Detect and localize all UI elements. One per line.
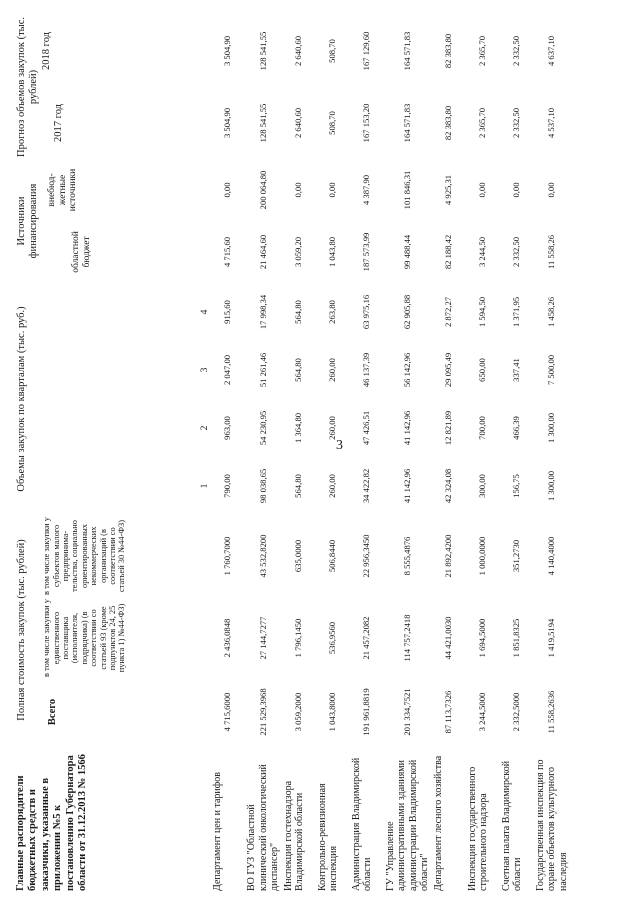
cell-y2018: 2 332,50 [510, 35, 521, 67]
cell-total: 11 558,2636 [546, 690, 557, 734]
cell-y2018: 2 640,60 [292, 35, 303, 67]
cell-q1: 790,00 [222, 474, 233, 498]
cell-y2017: 128 541,55 [257, 103, 268, 143]
cell-smp: 506,8440 [326, 539, 337, 573]
cell-regional: 187 573,99 [360, 232, 371, 272]
row-distributor-name: Департамент лесного хозяйства [432, 755, 444, 891]
cell-y2017: 2 640,60 [292, 107, 303, 139]
row-distributor-name: Администрация Владимирской области [350, 757, 374, 891]
cell-y2017: 82 383,80 [442, 105, 453, 141]
cell-q2: 54 230,95 [257, 410, 268, 446]
header-forecast: Прогноз объемов закупок (тыс. рублей) [16, 17, 40, 157]
cell-q4: 62 905,88 [401, 294, 412, 330]
table-row [350, 15, 384, 893]
cell-y2017: 164 571,83 [401, 103, 412, 143]
cell-y2018: 4 637,10 [546, 35, 557, 67]
cell-y2017: 167 153,20 [360, 103, 371, 143]
cell-q3: 46 137,39 [360, 352, 371, 388]
row-distributor-name: Государственная инспекция по охране объектов культурного наследия [534, 759, 569, 891]
cell-regional: 3 244,50 [476, 236, 487, 268]
cell-q1: 564,80 [292, 474, 303, 498]
cell-smp: 8 555,4876 [401, 536, 412, 576]
cell-q2: 47 426,51 [360, 410, 371, 446]
cell-q2: 41 142,96 [401, 410, 412, 446]
cell-extra: 0,00 [510, 182, 521, 198]
header-distributor: Главные распорядители бюджетных средств и заказчики, указанные в приложении №5 к постановлению Губернатора области от 31.12.2013 № 1566 [15, 754, 88, 891]
cell-total: 87 113,7326 [442, 690, 453, 734]
row-distributor-name: Контрольно-ревизионная инспекция [316, 783, 340, 891]
row-distributor-name: ВО ГУЗ "Областной клинический онкологический диспансер" [246, 764, 281, 891]
cell-single: 114 757,2418 [401, 614, 412, 662]
header-q3: 3 [199, 367, 210, 373]
cell-y2018: 128 541,55 [257, 31, 268, 71]
cell-total: 3 059,2000 [292, 692, 303, 732]
row-distributor-name: Инспекция государственного строительного надзора [466, 766, 490, 891]
cell-q2: 1 364,80 [292, 412, 303, 444]
cell-q1: 1 300,00 [546, 470, 557, 502]
cell-smp: 635,0000 [292, 539, 303, 573]
table-row [500, 15, 534, 893]
table-header [14, 15, 211, 893]
cell-q1: 41 142,96 [401, 468, 412, 504]
table-body [211, 15, 570, 893]
cell-regional: 99 488,44 [401, 234, 412, 270]
cell-y2018: 167 129,60 [360, 31, 371, 71]
cell-q4: 915,60 [222, 300, 233, 324]
cell-extra: 200 064,80 [257, 170, 268, 210]
table-row [384, 15, 432, 893]
cell-q3: 650,00 [476, 358, 487, 382]
table-row [534, 15, 571, 893]
cell-q1: 42 324,08 [442, 468, 453, 504]
cell-regional: 4 715,60 [222, 236, 233, 268]
cell-smp: 351,2730 [510, 539, 521, 573]
cell-single: 1 851,8325 [510, 618, 521, 658]
header-quarters: Объемы закупок по кварталам (тыс. руб.) [16, 306, 27, 492]
cell-q2: 260,00 [326, 416, 337, 440]
cell-q1: 260,00 [326, 474, 337, 498]
cell-total: 191 961,8819 [360, 688, 371, 736]
cell-q3: 564,80 [292, 358, 303, 382]
cell-extra: 101 846,31 [401, 170, 412, 210]
header-q1: 1 [199, 483, 210, 489]
cell-y2017: 2 365,70 [476, 107, 487, 139]
cell-smp: 22 956,3450 [360, 534, 371, 578]
cell-y2017: 4 537,10 [546, 107, 557, 139]
cell-regional: 3 059,20 [292, 236, 303, 268]
cell-q4: 1 371,95 [510, 296, 521, 328]
header-sources: Источники финансирования [16, 183, 40, 259]
cell-q2: 1 300,00 [546, 412, 557, 444]
cell-total: 4 715,6000 [222, 692, 233, 732]
cell-q3: 56 142,96 [401, 352, 412, 388]
cell-q1: 98 038,65 [257, 468, 268, 504]
cell-y2018: 3 504,90 [222, 35, 233, 67]
cell-single: 1 796,1450 [292, 618, 303, 658]
cell-total: 3 244,5000 [476, 692, 487, 732]
table-row [211, 15, 245, 893]
cell-q1: 300,00 [476, 474, 487, 498]
cell-smp: 1 760,7000 [222, 536, 233, 576]
cell-single: 536,9560 [326, 621, 337, 655]
header-regional-budget: областной бюджет [71, 231, 92, 273]
cell-smp: 1 000,0000 [476, 536, 487, 576]
table-row [245, 15, 282, 893]
cell-y2017: 2 332,50 [510, 107, 521, 139]
cell-extra: 0,00 [476, 182, 487, 198]
cell-q4: 63 975,16 [360, 294, 371, 330]
table-row [432, 15, 466, 893]
header-year-2017: 2017 год [53, 104, 65, 142]
cell-y2017: 3 504,90 [222, 107, 233, 139]
cell-total: 1 043,8000 [326, 692, 337, 732]
cell-q2: 466,39 [510, 416, 521, 440]
cell-single: 27 144,7277 [257, 616, 268, 660]
procurement-table [14, 15, 570, 893]
cell-q3: 7 500,00 [546, 354, 557, 386]
cell-extra: 0,00 [546, 182, 557, 198]
cell-q3: 337,41 [510, 358, 521, 382]
cell-smp: 21 892,4200 [442, 534, 453, 578]
cell-single: 1 419,5194 [546, 618, 557, 658]
cell-q2: 700,00 [476, 416, 487, 440]
cell-q4: 17 998,34 [257, 294, 268, 330]
cell-extra: 4 925,31 [442, 174, 453, 206]
cell-single: 1 694,5000 [476, 618, 487, 658]
cell-single: 2 436,0848 [222, 618, 233, 658]
cell-single: 21 457,2082 [360, 616, 371, 660]
cell-q3: 2 047,00 [222, 354, 233, 386]
cell-q1: 156,75 [510, 474, 521, 498]
cell-regional: 82 188,42 [442, 234, 453, 270]
cell-q1: 34 422,82 [360, 468, 371, 504]
cell-regional: 1 043,80 [326, 236, 337, 268]
cell-extra: 4 387,90 [360, 174, 371, 206]
cell-extra: 0,00 [222, 182, 233, 198]
header-year-2018: 2018 год [41, 32, 53, 70]
header-single-supplier: в том числе закупки у единственного поставщика (исполнителя, подрядчика) (в соответствии со статьей 93 (кроме подпунктов 24, 25 пункта 1) №44-ФЗ) [42, 599, 127, 677]
row-distributor-name: Счетная палата Владимирской области [500, 760, 524, 891]
cell-q4: 564,80 [292, 300, 303, 324]
cell-y2017: 508,70 [326, 111, 337, 135]
cell-total: 2 332,5000 [510, 692, 521, 732]
header-extra-budget: внебюд-жетные источники [47, 168, 79, 212]
cell-y2018: 164 571,83 [401, 31, 412, 71]
cell-extra: 0,00 [292, 182, 303, 198]
cell-y2018: 2 365,70 [476, 35, 487, 67]
cell-extra: 0,00 [326, 182, 337, 198]
cell-total: 201 334,7521 [401, 688, 412, 736]
cell-regional: 11 558,26 [546, 234, 557, 270]
table-row [316, 15, 350, 893]
header-q4: 4 [199, 309, 210, 315]
cell-q3: 51 261,46 [257, 352, 268, 388]
header-smp: в том числе закупки у субъектов малого предпринима-тельства, социально ориентированных некоммерческих организаций (в соответствии со статьей 30 №44-ФЗ) [42, 517, 127, 595]
cell-regional: 21 464,60 [257, 234, 268, 270]
cell-q4: 1 458,26 [546, 296, 557, 328]
cell-regional: 2 332,50 [510, 236, 521, 268]
row-distributor-name: ГУ "Управление административными зданиями администрации Владимирской области" [384, 759, 431, 891]
row-distributor-name: Департамент цен и тарифов [212, 772, 224, 891]
table-row [282, 15, 316, 893]
table-row [466, 15, 500, 893]
page-number: 3 [336, 438, 343, 453]
cell-q4: 1 594,50 [476, 296, 487, 328]
cell-single: 44 421,0030 [442, 616, 453, 660]
cell-q4: 263,80 [326, 300, 337, 324]
cell-smp: 43 532,8200 [257, 534, 268, 578]
row-distributor-name: Инспекция гостехнадзора Владимирской области [282, 780, 306, 891]
header-total: Всего [47, 698, 59, 726]
cell-q3: 260,00 [326, 358, 337, 382]
cell-q2: 963,00 [222, 416, 233, 440]
cell-y2018: 508,70 [326, 39, 337, 63]
cell-smp: 4 140,4000 [546, 536, 557, 576]
header-full-cost: Полная стоимость закупок (тыс. рублей) [16, 539, 27, 721]
cell-total: 221 529,3968 [257, 688, 268, 736]
header-q2: 2 [199, 425, 210, 431]
cell-q3: 29 095,49 [442, 352, 453, 388]
cell-q2: 12 821,89 [442, 410, 453, 446]
cell-q4: 2 872,27 [442, 296, 453, 328]
cell-y2018: 82 383,80 [442, 33, 453, 69]
